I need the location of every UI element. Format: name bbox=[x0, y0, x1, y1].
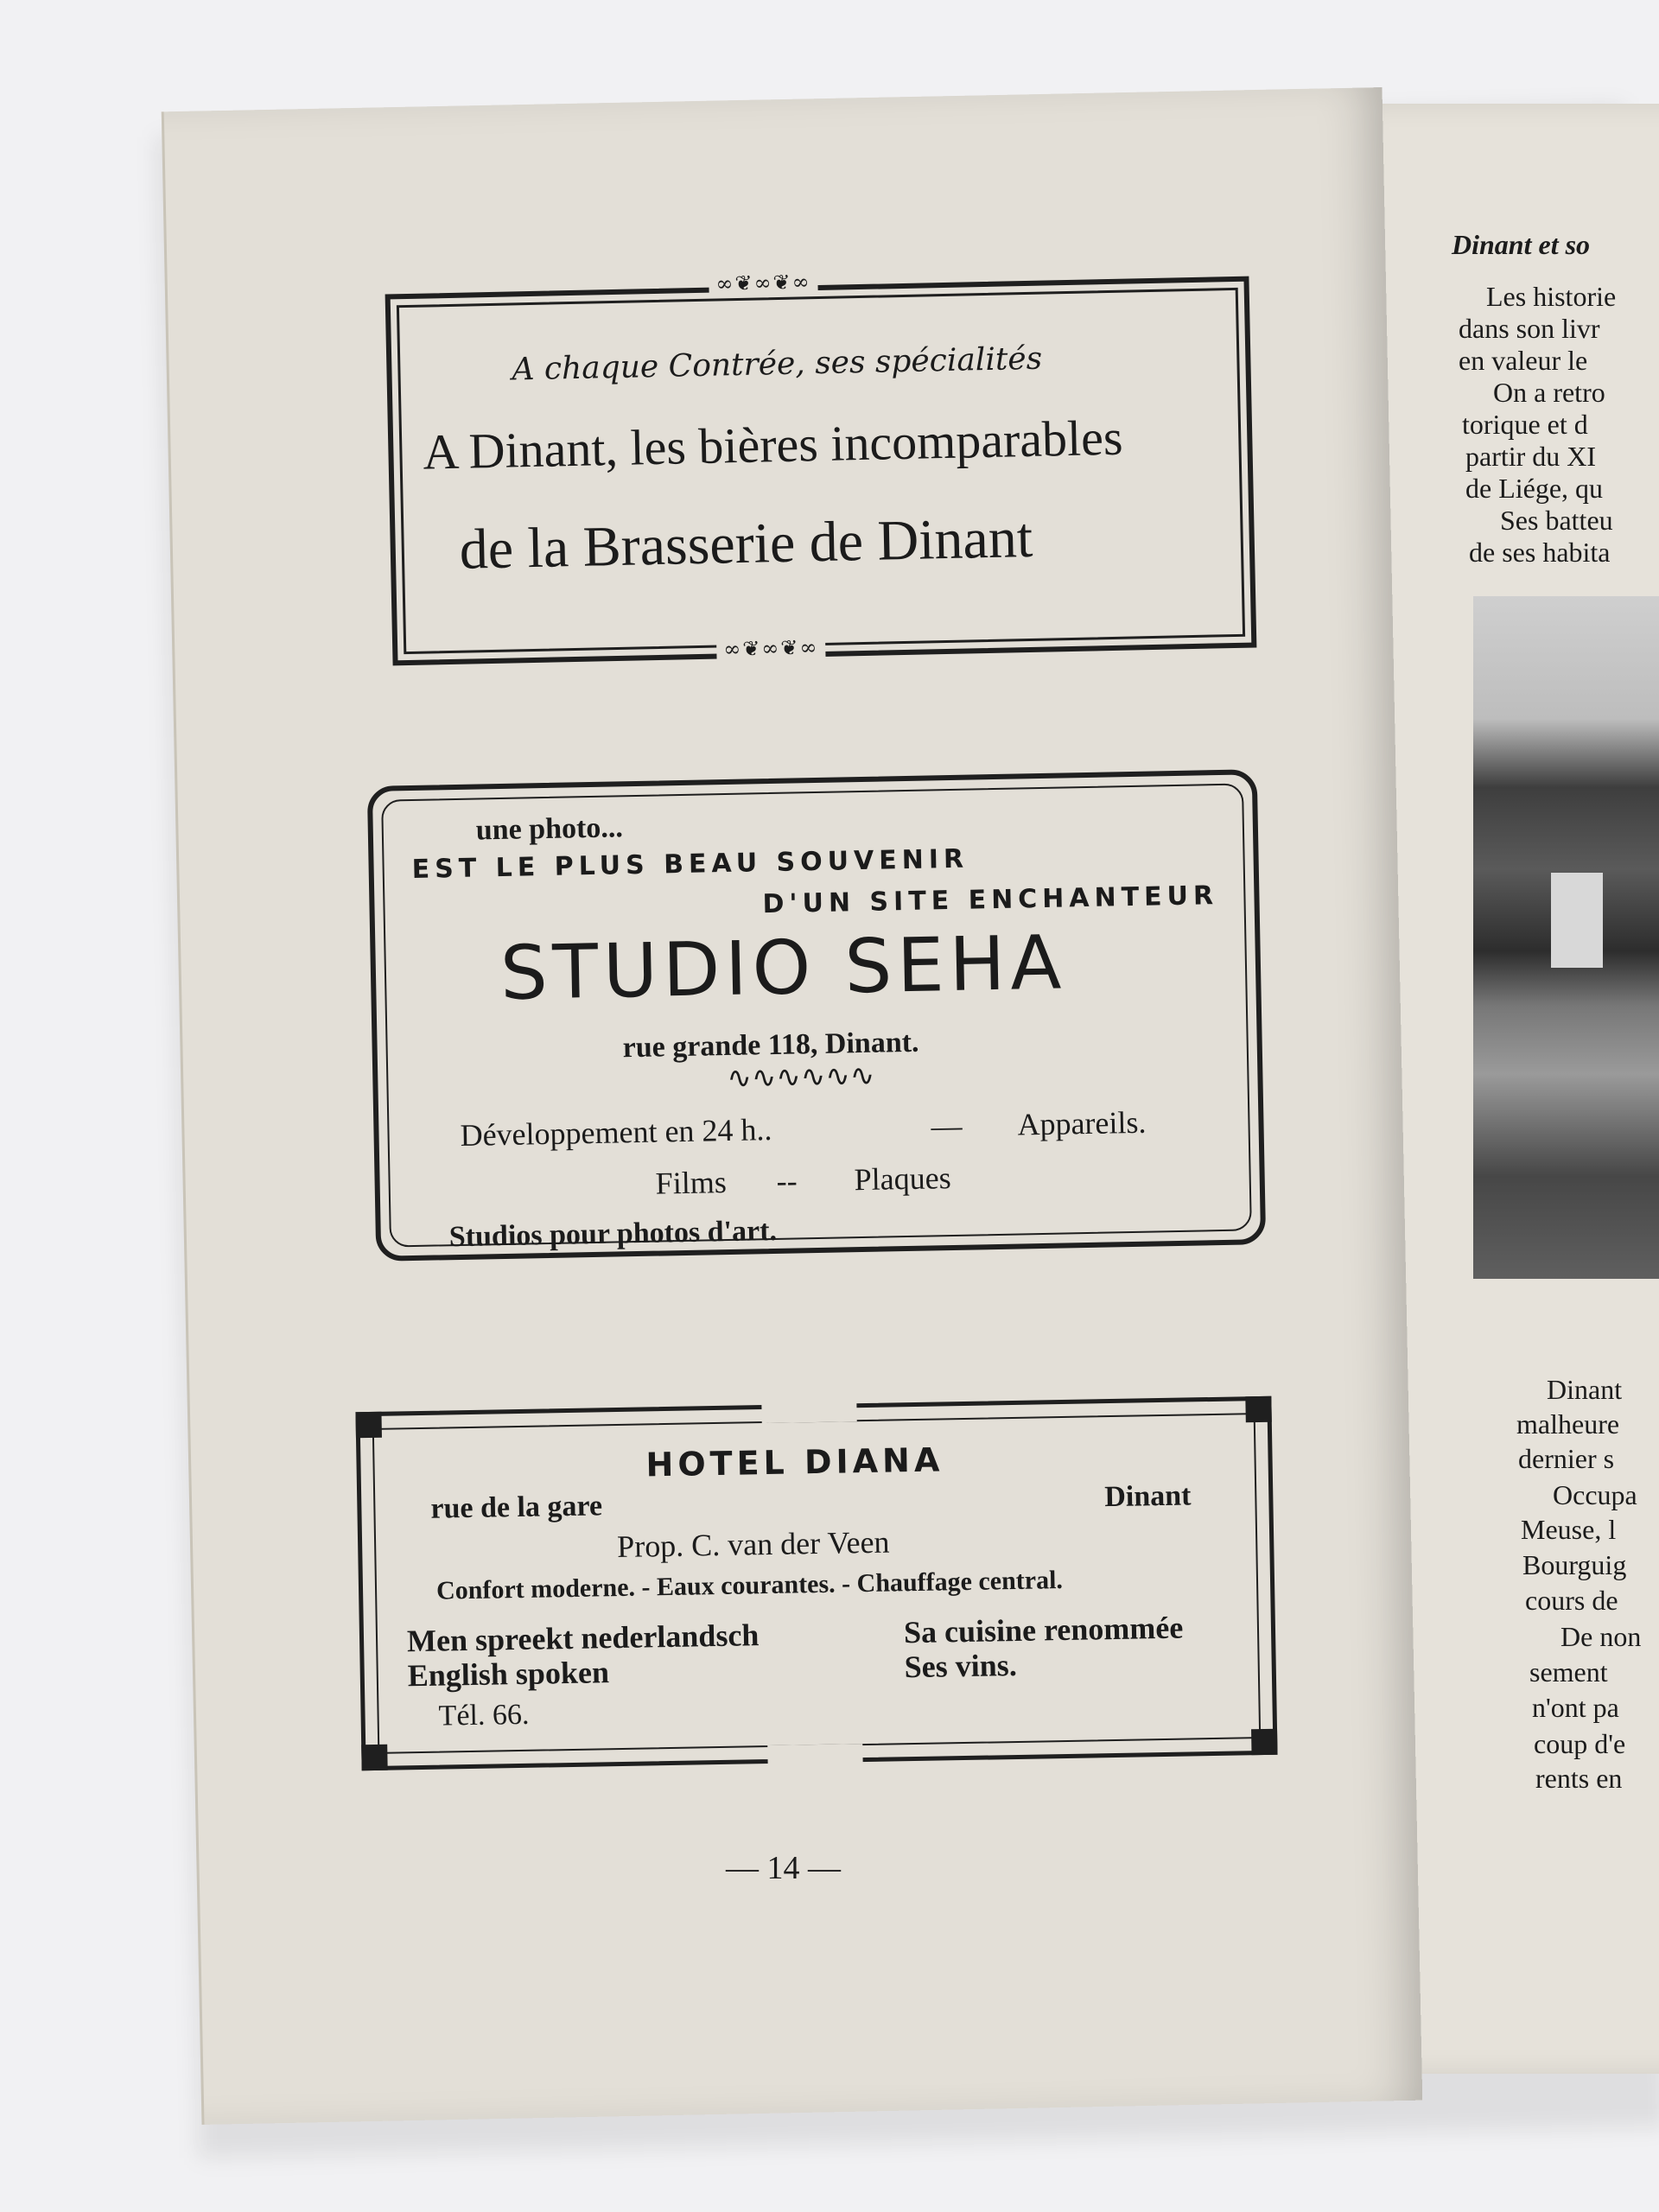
studio-service-cameras: Appareils. bbox=[1017, 1104, 1147, 1142]
hotel-comfort: Confort moderne. - Eaux courantes. - Chauffage central. bbox=[435, 1566, 1064, 1605]
right-page-line: Ses batteu bbox=[1500, 505, 1613, 536]
hotel-language-english: English spoken bbox=[407, 1655, 610, 1694]
page-number: — 14 — bbox=[726, 1850, 841, 1886]
frame-gap-top bbox=[761, 1399, 856, 1423]
brasserie-name: de la Brasserie de Dinant bbox=[459, 505, 1033, 582]
ornament-top-icon: ∞❦∞❦∞ bbox=[709, 270, 818, 296]
right-page-line: partir du XI bbox=[1465, 441, 1597, 472]
right-page-line: Les historie bbox=[1486, 281, 1617, 312]
brasserie-tagline: A chaque Contrée, ses spécialités bbox=[512, 340, 1043, 388]
corner-block-icon bbox=[361, 1745, 388, 1771]
corner-block-icon bbox=[1251, 1729, 1278, 1756]
right-page-line: dernier s bbox=[1518, 1443, 1615, 1474]
studio-seha-ad bbox=[367, 769, 1266, 1262]
hotel-cuisine: Sa cuisine renommée bbox=[903, 1610, 1184, 1650]
wave-divider-icon: ∿∿∿∿∿∿ bbox=[726, 1058, 875, 1096]
right-page-line: coup d'e bbox=[1534, 1728, 1626, 1759]
right-page-line: rents en bbox=[1535, 1763, 1623, 1794]
right-page-heading: Dinant et so bbox=[1452, 229, 1591, 260]
studio-address: rue grande 118, Dinant. bbox=[622, 1026, 919, 1065]
right-page-line: Dinant bbox=[1547, 1374, 1623, 1405]
right-page-line: On a retro bbox=[1493, 377, 1605, 408]
studio-service-art: Studios pour photos d'art. bbox=[448, 1214, 778, 1254]
studio-name: STUDIO SEHA bbox=[499, 919, 1067, 1018]
right-page-line: malheure bbox=[1516, 1408, 1620, 1440]
right-page-line: de ses habita bbox=[1469, 537, 1611, 568]
hotel-name: HOTEL DIANA bbox=[645, 1440, 944, 1484]
right-page-photo bbox=[1473, 596, 1659, 1279]
right-page-line: n'ont pa bbox=[1532, 1692, 1619, 1723]
studio-slogan-1: EST LE PLUS BEAU SOUVENIR bbox=[411, 843, 969, 885]
studio-dash: — bbox=[931, 1108, 963, 1144]
right-page-line: Meuse, l bbox=[1521, 1514, 1617, 1545]
hotel-city: Dinant bbox=[1103, 1479, 1192, 1514]
hotel-phone: Tél. 66. bbox=[438, 1698, 530, 1732]
studio-service-plates: Plaques bbox=[854, 1160, 952, 1198]
right-page-line: torique et d bbox=[1462, 409, 1588, 440]
studio-intro: une photo... bbox=[475, 811, 624, 847]
photo-church bbox=[1551, 873, 1603, 968]
hotel-diana-ad bbox=[355, 1396, 1277, 1770]
right-page-line: cours de bbox=[1525, 1585, 1618, 1616]
brasserie-ad bbox=[385, 270, 1257, 666]
corner-block-icon bbox=[355, 1412, 382, 1439]
right-page-line: dans son livr bbox=[1459, 313, 1600, 344]
hotel-owner: Prop. C. van der Veen bbox=[616, 1524, 890, 1565]
frame-gap-bottom bbox=[767, 1744, 862, 1768]
hotel-street: rue de la gare bbox=[430, 1490, 603, 1525]
studio-service-development: Développement en 24 h.. bbox=[460, 1112, 772, 1153]
hotel-language-dutch: Men spreekt nederlandsch bbox=[406, 1618, 760, 1659]
studio-service-films: Films bbox=[655, 1165, 728, 1201]
right-page-line: de Liége, qu bbox=[1465, 473, 1604, 504]
right-page-line: Occupa bbox=[1553, 1479, 1637, 1510]
ornament-bottom-icon: ∞❦∞❦∞ bbox=[716, 635, 826, 662]
corner-block-icon bbox=[1245, 1396, 1272, 1423]
studio-separator: -- bbox=[776, 1163, 798, 1198]
right-page-line: sement bbox=[1529, 1656, 1608, 1688]
right-page-line: De non bbox=[1560, 1621, 1642, 1652]
right-page-line: en valeur le bbox=[1459, 345, 1588, 376]
right-page-line: Bourguig bbox=[1522, 1549, 1627, 1580]
studio-slogan-2: D'UN SITE ENCHANTEUR bbox=[762, 880, 1219, 920]
hotel-wines: Ses vins. bbox=[904, 1647, 1018, 1685]
brasserie-line-2: A Dinant, les bières incomparables bbox=[422, 409, 1124, 480]
